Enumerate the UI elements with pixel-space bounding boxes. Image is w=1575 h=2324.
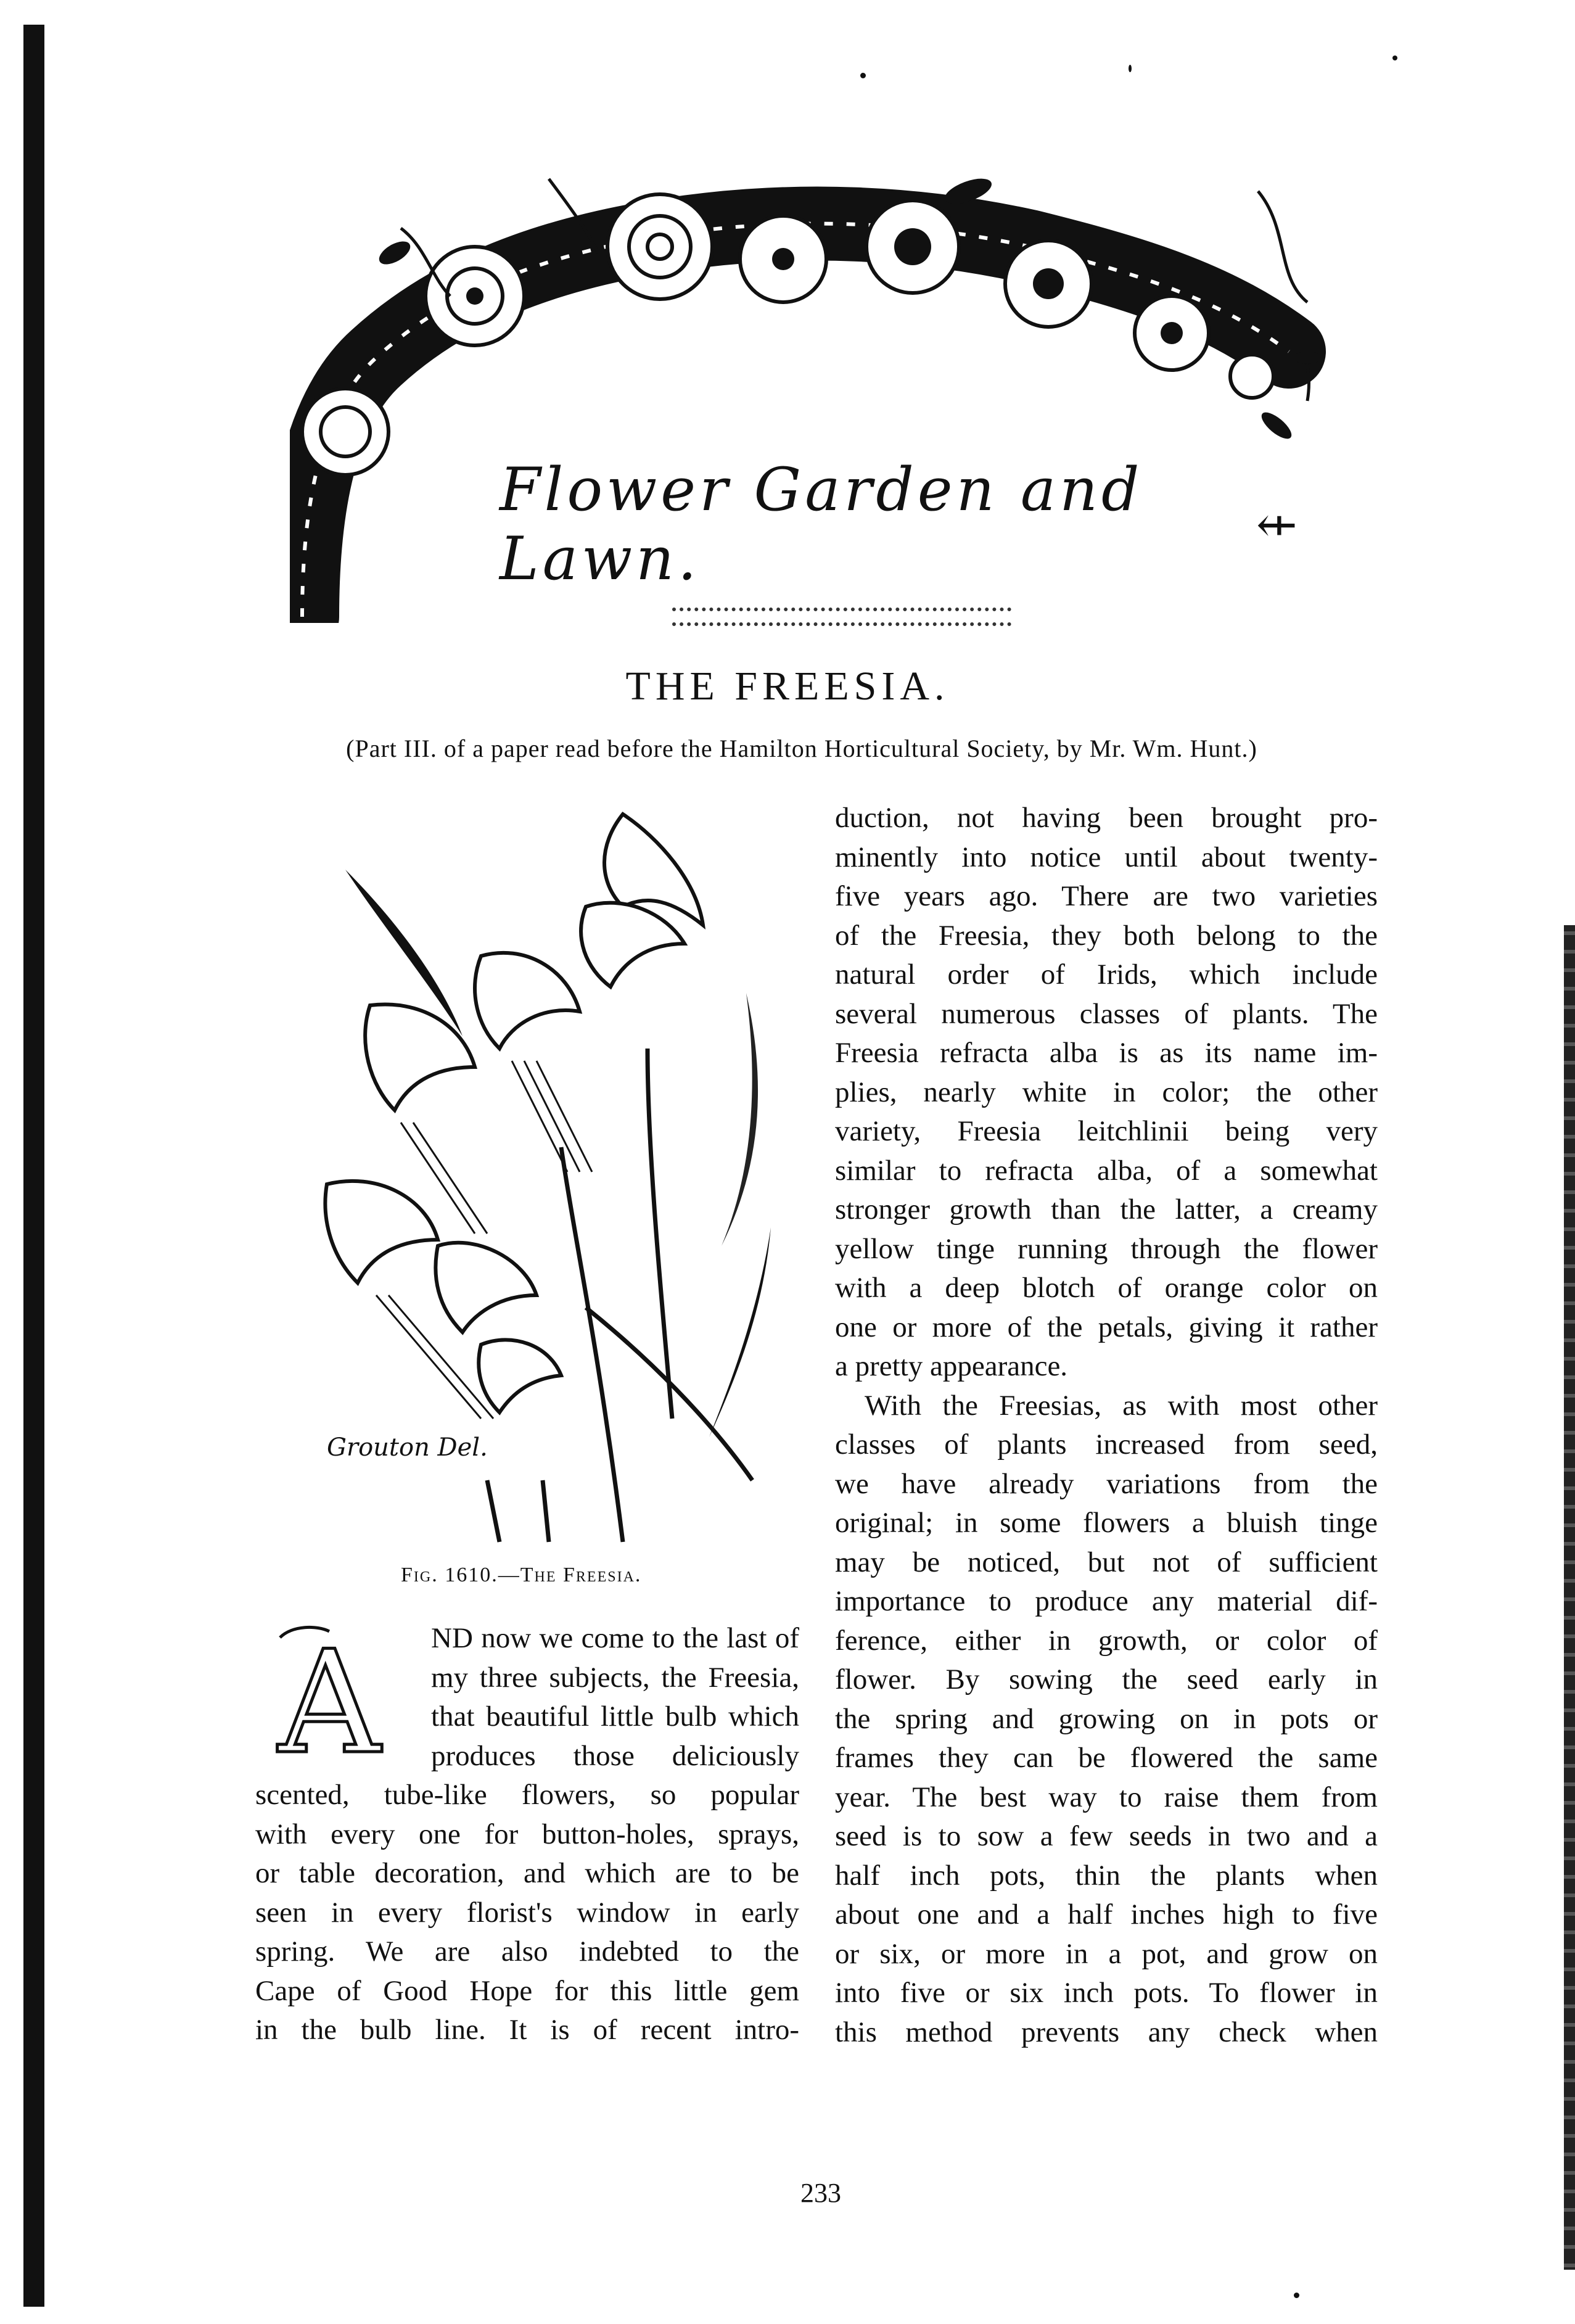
text-line: with a deep blotch of orange color on	[835, 1272, 1378, 1304]
article-subtitle: (Part III. of a paper read before the Hamilton Horticultural Society, by Mr. Wm. Hunt.)	[346, 735, 1257, 762]
text-line: a pretty appearance.	[835, 1350, 1068, 1382]
scan-speck	[1129, 65, 1132, 72]
text-line: of the Freesia, they both belong to the	[835, 919, 1378, 952]
text-line: original; in some flowers a bluish tinge	[835, 1507, 1378, 1539]
text-line: spring. We are also indebted to the	[255, 1935, 799, 1968]
text-line: this method prevents any check when	[835, 2016, 1378, 2048]
text-line: Freesia refracta alba is as its name im-	[835, 1037, 1378, 1069]
text-line: ference, either in growth, or color of	[835, 1624, 1378, 1657]
article-title: THE FREESIA.	[625, 664, 950, 709]
text-line: about one and a half inches high to five	[835, 1898, 1378, 1930]
figure-caption: Fig. 1610.—The Freesia.	[401, 1564, 642, 1586]
text-line: classes of plants increased from seed,	[835, 1428, 1378, 1461]
article-left-column	[255, 1619, 799, 2050]
scan-speck	[860, 73, 866, 78]
text-line: the spring and growing on in pots or	[835, 1702, 1378, 1735]
text-line: or table decoration, and which are to be	[255, 1857, 799, 1889]
text-line: with every one for button-holes, sprays,	[255, 1818, 799, 1850]
text-line: that beautiful little bulb which	[431, 1700, 799, 1733]
text-line: stronger growth than the latter, a creamy	[835, 1193, 1378, 1226]
freesia-illustration	[278, 802, 845, 1548]
text-line: With the Freesias, as with most other	[865, 1389, 1378, 1422]
text-line: duction, not having been brought pro-	[835, 802, 1378, 834]
text-line: similar to refracta alba, of a somewhat	[835, 1154, 1378, 1187]
text-line: into five or six inch pots. To flower in	[835, 1977, 1378, 2009]
section-title-text: Flower Garden and Lawn.	[500, 455, 1143, 593]
text-line: variety, Freesia leitchlinii being very	[835, 1115, 1378, 1147]
text-line: importance to produce any material dif-	[835, 1585, 1378, 1617]
text-line: seed is to sow a few seeds in two and a	[835, 1820, 1378, 1852]
illustrator-signature: Grouton Del.	[327, 1433, 488, 1462]
scan-speck	[1392, 56, 1397, 60]
text-line: plies, nearly white in color; the other	[835, 1076, 1378, 1108]
drop-cap-glyph: A	[278, 1621, 381, 1767]
text-line: year. The best way to raise them from	[835, 1781, 1378, 1813]
right-scan-border	[1564, 925, 1575, 2270]
text-line: one or more of the petals, giving it rather	[835, 1311, 1378, 1343]
text-line: in the bulb line. It is of recent intro-	[255, 2014, 799, 2046]
text-line: several numerous classes of plants. The	[835, 997, 1378, 1030]
text-line: seen in every florist's window in early	[255, 1896, 799, 1929]
text-line: my three subjects, the Freesia,	[431, 1661, 799, 1694]
text-line: flower. By sowing the seed early in	[835, 1663, 1378, 1696]
section-mark-icon: ⇷	[1256, 495, 1301, 553]
text-line: frames they can be flowered the same	[835, 1742, 1378, 1774]
scan-speck	[1294, 2293, 1299, 2298]
article-right-column	[835, 799, 1378, 2052]
text-line: ND now we come to the last of	[431, 1622, 799, 1654]
text-line: produces those deliciously	[431, 1739, 799, 1772]
dotted-divider	[672, 608, 1011, 626]
left-scan-border	[23, 25, 44, 2307]
text-line: half inch pots, thin the plants when	[835, 1859, 1378, 1892]
text-line: or six, or more in a pot, and grow on	[835, 1937, 1378, 1970]
text-line: Cape of Good Hope for this little gem	[255, 1974, 799, 2007]
text-line: five years ago. There are two varieties	[835, 880, 1378, 912]
text-line: minently into notice until about twenty-	[835, 841, 1378, 873]
text-line: we have already variations from the	[835, 1467, 1378, 1500]
text-line: natural order of Irids, which include	[835, 958, 1378, 991]
text-line: may be noticed, but not of sufficient	[835, 1546, 1378, 1578]
text-line: scented, tube-like flowers, so popular	[255, 1779, 799, 1811]
page-number: 233	[800, 2178, 841, 2208]
text-line: yellow tinge running through the flower	[835, 1232, 1378, 1265]
section-title	[500, 455, 1301, 593]
